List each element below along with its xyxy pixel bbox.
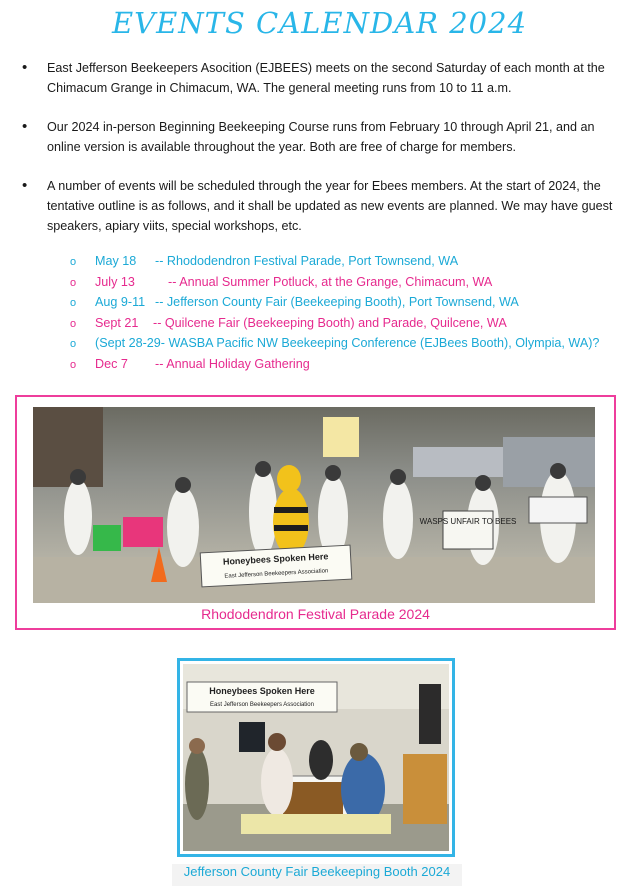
event-item bbox=[70, 273, 599, 294]
fair-caption: Jefferson County Fair Beekeeping Booth 2024 bbox=[172, 864, 462, 886]
bullet-item: • Our 2024 in-person Beginning Beekeeping Course runs from February 10 through April 21, and an online version is available throughout the year. Both are free of charge for members. bbox=[22, 117, 622, 157]
fair-photo bbox=[183, 664, 449, 851]
event-date: May 18 bbox=[95, 254, 137, 268]
event-date: Dec 7 bbox=[95, 356, 128, 371]
event-text: -- Annual Summer Potluck, at the Grange, Chimacum, WA bbox=[168, 274, 493, 289]
circle-bullet-icon: o bbox=[70, 317, 77, 330]
parade-sign-text: WASPS UNFAIR TO BEES bbox=[419, 517, 517, 526]
fair-banner-line1: Honeybees Spoken Here bbox=[209, 686, 315, 696]
bullet-item: • A number of events will be scheduled through the year for Ebees members. At the start of 2024, the tentative outline is as follows, and it shall be updated as new events are planned. We may have guest speakers, apiary viits, special workshops, etc. bbox=[22, 176, 622, 236]
fair-banner-line2: East Jefferson Beekeepers Association bbox=[210, 702, 314, 708]
circle-bullet-icon: o bbox=[70, 256, 77, 268]
event-list bbox=[70, 252, 599, 375]
event-text: -- Rhododendron Festival Parade, Port Townsend, WA bbox=[155, 254, 459, 268]
event-date: Sept 21 bbox=[95, 315, 139, 330]
circle-bullet-icon: o bbox=[70, 297, 77, 309]
parade-photo bbox=[33, 407, 595, 603]
parade-photo-frame bbox=[15, 395, 616, 630]
event-item bbox=[70, 314, 599, 335]
event-text: -- Quilcene Fair (Beekeeping Booth) and Parade, Quilcene, WA bbox=[153, 315, 507, 330]
fair-photo-frame bbox=[177, 658, 455, 857]
parade-caption: Rhododendron Festival Parade 2024 bbox=[201, 606, 430, 622]
event-date: Aug 9-11 bbox=[95, 295, 146, 309]
circle-bullet-icon: o bbox=[70, 276, 77, 289]
event-item bbox=[70, 334, 599, 355]
event-item bbox=[70, 293, 599, 314]
page-title: EVENTS CALENDAR 2024 bbox=[111, 6, 528, 40]
circle-bullet-icon: o bbox=[70, 338, 77, 350]
circle-bullet-icon: o bbox=[70, 358, 77, 371]
event-item bbox=[70, 252, 599, 273]
event-text: -- Jefferson County Fair (Beekeeping Booth), Port Townsend, WA bbox=[155, 295, 519, 309]
intro-bullet-list bbox=[22, 58, 622, 255]
event-item bbox=[70, 355, 599, 376]
bullet-item: • East Jefferson Beekeepers Asocition (EJBEES) meets on the second Saturday of each month at the Chimacum Grange in Chimacum, WA. The general meeting runs from 10 to 11 a.m. bbox=[22, 58, 622, 98]
parade-banner-line1: Honeybees Spoken Here bbox=[222, 551, 329, 567]
event-date: (Sept 28-29- WASBA Pacific NW Beekeeping Conference (EJBees Booth), Olympia, WA)? bbox=[95, 336, 600, 350]
event-text: -- Annual Holiday Gathering bbox=[155, 356, 310, 371]
parade-banner-line2: East Jefferson Beekeepers Association bbox=[224, 568, 329, 580]
event-date: July 13 bbox=[95, 274, 135, 289]
